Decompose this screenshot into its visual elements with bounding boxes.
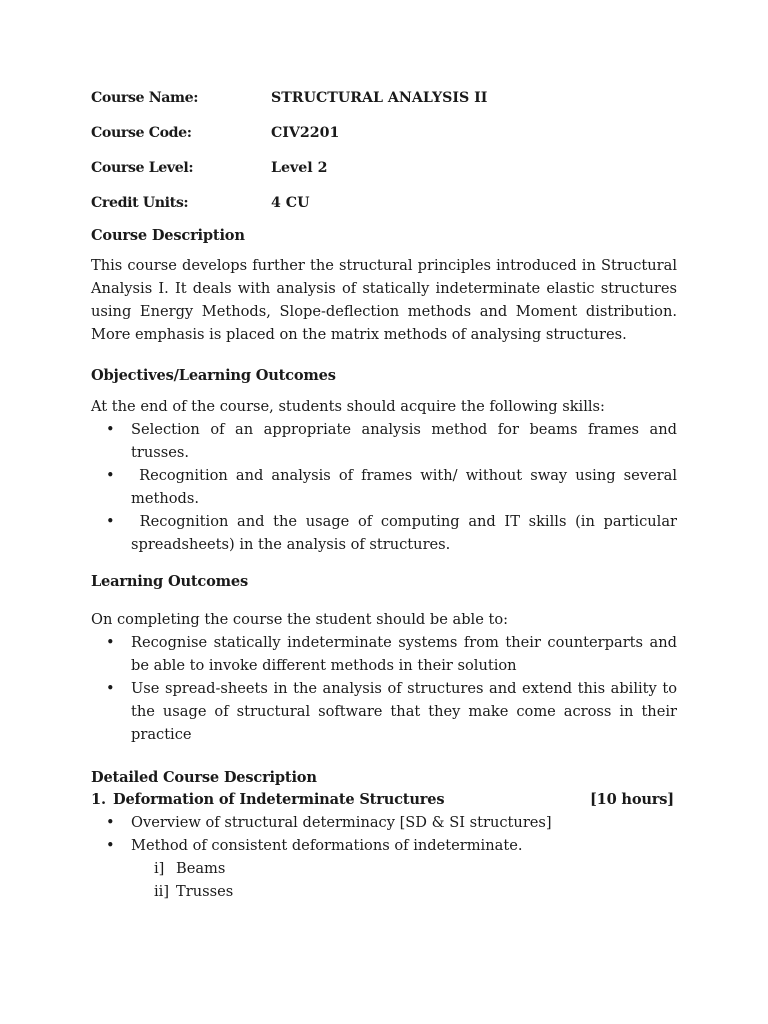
course-level-label: Course Level: [91,160,194,176]
course-name-row [91,90,677,125]
list-item-text: Selection of an appropriate analysis method for beams frames and trusses. [131,421,682,461]
course-code-row [91,125,677,160]
learning-outcomes-heading: Learning Outcomes [91,573,248,590]
list-item-text: Recognition and the usage of computing and IT skills (in particular spreadsheets) in the analysis of structures. [131,513,682,553]
credit-units-value: 4 CU [271,195,310,211]
course-code-label: Course Code: [91,125,192,141]
learning-outcomes-list [91,631,677,746]
bullet-icon: • [106,421,115,438]
list-item [91,418,682,464]
detailed-description-heading: Detailed Course Description [91,769,317,786]
list-item-text: Method of consistent deformations of indeterminate. [131,837,523,854]
course-level-row [91,160,677,195]
objectives-list [91,418,682,556]
list-item [91,677,677,746]
course-outline-page [91,90,682,903]
list-item-text: Overview of structural determinacy [SD & SI structures] [131,814,552,831]
list-item [91,880,677,903]
section-1-subitems [91,857,677,903]
section-1-header [91,789,677,811]
list-item [91,811,677,834]
course-info [91,90,677,230]
course-description-heading: Course Description [91,227,245,244]
bullet-icon: • [106,680,115,697]
course-name-label: Course Name: [91,90,199,106]
subitem-label: Trusses [176,883,234,900]
subitem-numeral: i] [154,860,165,877]
credit-units-row [91,195,677,230]
bullet-icon: • [106,634,115,651]
learning-outcomes-intro: On completing the course the student should be able to: [91,611,509,628]
bullet-icon: • [106,837,115,854]
course-code-value: CIV2201 [271,125,340,141]
section-1-bullets [91,811,677,857]
section-title [91,789,444,811]
list-item-text: Use spread-sheets in the analysis of structures and extend this ability to the usage of structural software that they make come across in their practice [131,680,677,743]
list-item [91,834,677,857]
course-description-text: This course develops further the structural principles introduced in Structural Analysis I. It deals with analysis of statically indeterminate elastic structures using Energy Methods, Slope-deflection methods and Moment distribution. More emphasis is placed on the matrix methods of analysing structures. [91,257,677,343]
course-level-value: Level 2 [271,160,328,176]
course-name-value: STRUCTURAL ANALYSIS II [271,90,488,106]
objectives-intro: At the end of the course, students should acquire the following skills: [91,398,605,415]
section-hours: [10 hours] [589,791,674,808]
list-item-text: Recognition and analysis of frames with/ without sway using several methods. [131,467,682,507]
list-item [91,510,682,556]
subitem-numeral: ii] [154,883,170,900]
bullet-icon: • [106,467,115,484]
objectives-heading: Objectives/Learning Outcomes [91,367,336,384]
bullet-icon: • [106,513,115,530]
list-item [91,464,682,510]
section-title-text: Deformation of Indeterminate Structures [113,791,445,808]
bullet-icon: • [106,814,115,831]
credit-units-label: Credit Units: [91,195,189,211]
subitem-label: Beams [176,860,226,877]
list-item [91,631,677,677]
section-number: 1. [91,791,106,808]
list-item [91,857,677,880]
list-item-text: Recognise statically indeterminate systems from their counterparts and be able to invoke different methods in their solution [131,634,677,674]
